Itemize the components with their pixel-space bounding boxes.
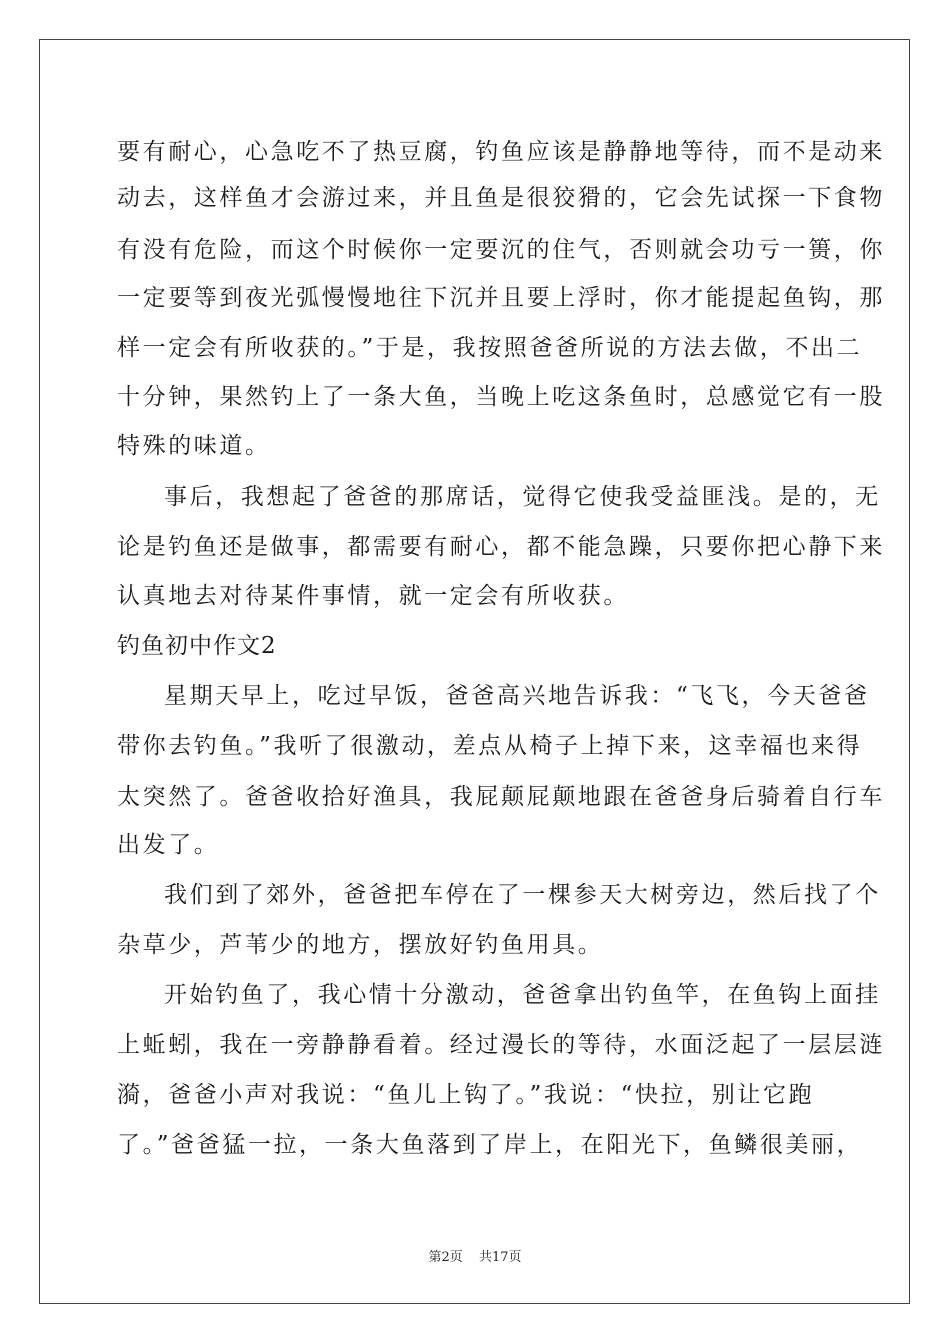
- section-heading: 钓鱼初中作文2: [117, 633, 277, 659]
- text-line: 带你去钓鱼。”我听了很激动，差点从椅子上掉下来，这幸福也来得: [117, 733, 863, 759]
- text-line: 漪，爸爸小声对我说：“鱼儿上钩了。”我说：“快拉，别让它跑: [117, 1082, 815, 1108]
- text-line: 星期天早上，吃过早饭，爸爸高兴地告诉我：“飞飞，今天爸爸: [164, 683, 870, 709]
- text-line: 样一定会有所收获的。”于是，我按照爸爸所说的方法去做，不出二: [117, 335, 863, 361]
- page-border: [39, 39, 910, 1304]
- text-line: 开始钓鱼了，我心情十分激动，爸爸拿出钓鱼竿，在鱼钩上面挂: [164, 982, 881, 1008]
- text-line: 太突然了。爸爸收拾好渔具，我屁颠屁颠地跟在爸爸身后骑着自行车: [117, 784, 885, 810]
- text-line: 十分钟，果然钓上了一条大鱼，当晚上吃这条鱼时，总感觉它有一股: [117, 384, 885, 410]
- text-line: 上蚯蚓，我在一旁静静看着。经过漫长的等待，水面泛起了一层层涟: [117, 1032, 885, 1058]
- page-footer: [0, 1246, 950, 1265]
- text-line: 认真地去对待某件事情，就一定会有所收获。: [117, 583, 629, 609]
- text-line: 动去，这样鱼才会游过来，并且鱼是很狡猾的，它会先试探一下食物: [117, 185, 885, 211]
- page-number: 第2页: [428, 1250, 463, 1265]
- text-line: 我们到了郊外，爸爸把车停在了一棵参天大树旁边，然后找了个: [164, 882, 881, 908]
- page-total: 共17页: [478, 1250, 522, 1265]
- text-line: 一定要等到夜光弧慢慢地往下沉并且要上浮时，你才能提起鱼钩，那: [117, 285, 885, 311]
- text-line: 要有耐心，心急吃不了热豆腐，钓鱼应该是静静地等待，而不是动来: [117, 139, 885, 165]
- text-line: 了。”爸爸猛一拉，一条大鱼落到了岸上，在阳光下，鱼鳞很美丽，: [117, 1132, 863, 1158]
- text-line: 杂草少，芦苇少的地方，摆放好钓鱼用具。: [117, 932, 604, 958]
- text-line: 有没有危险，而这个时候你一定要沉的住气，否则就会功亏一篑，你: [117, 237, 885, 263]
- text-line: 特殊的味道。: [117, 433, 271, 459]
- text-line: 事后，我想起了爸爸的那席话，觉得它使我受益匪浅。是的，无: [164, 484, 881, 510]
- text-line: 论是钓鱼还是做事，都需要有耐心，都不能急躁，只要你把心静下来: [117, 534, 885, 560]
- text-line: 出发了。: [117, 832, 220, 858]
